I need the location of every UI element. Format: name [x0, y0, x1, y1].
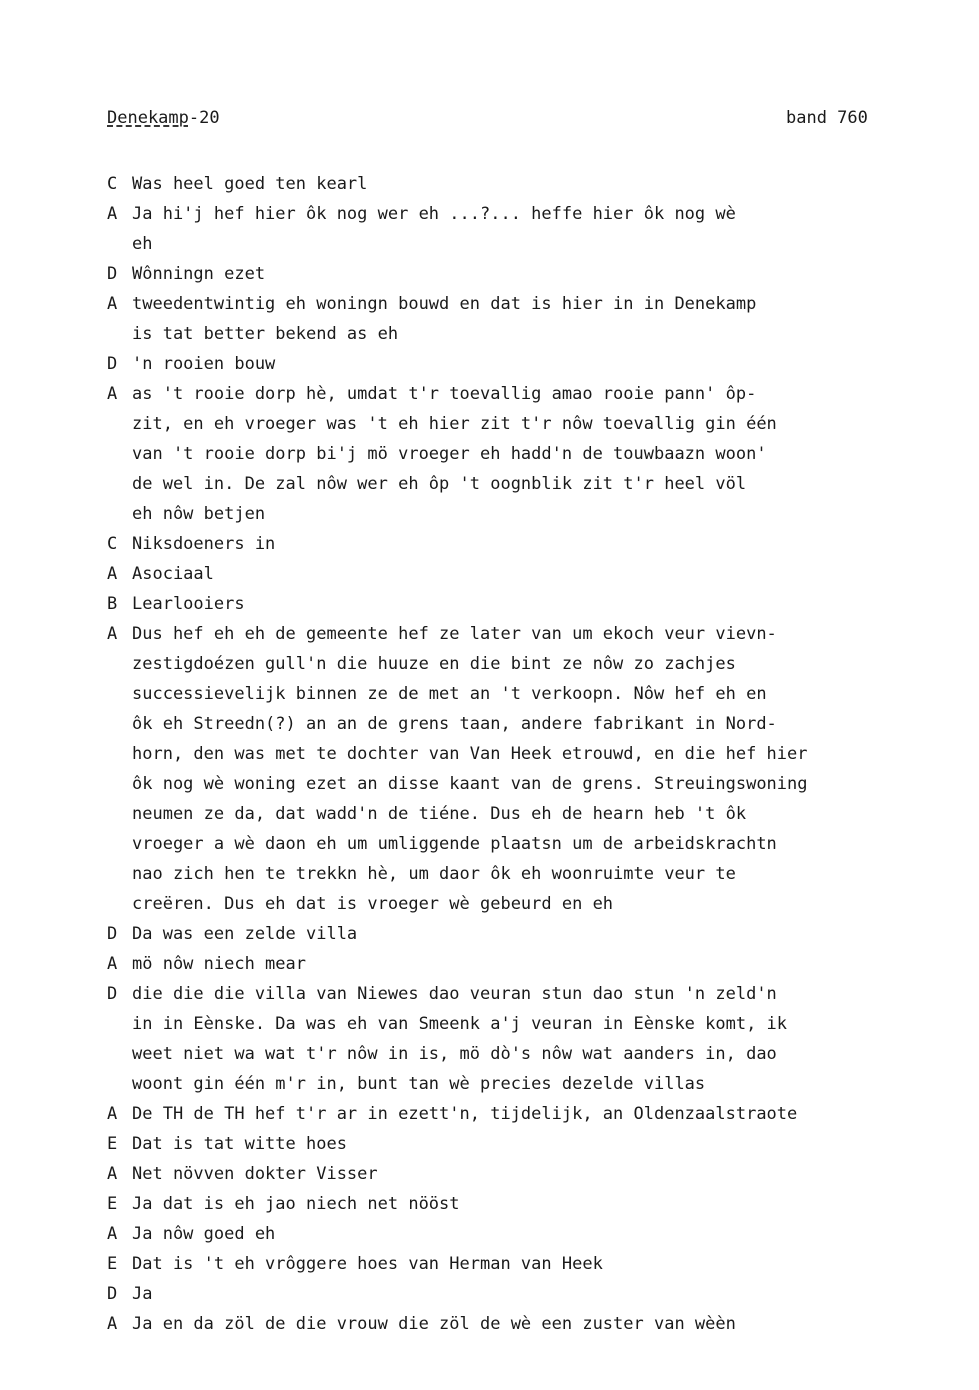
utterance-text: Ja dat is eh jao niech net nööst	[132, 1194, 460, 1214]
transcript-line	[107, 649, 957, 679]
speaker-label: A	[107, 384, 118, 404]
title-place: Denekamp	[107, 108, 189, 128]
speaker-label: A	[107, 294, 118, 314]
transcript-line	[107, 739, 957, 769]
title-number: -20	[188, 108, 220, 128]
transcript-line	[107, 1309, 957, 1339]
utterance-text: ôk nog wè woning ezet an disse kaant van de grens. Streuingswoning	[132, 774, 808, 794]
transcript-line	[107, 259, 957, 289]
speaker-label: E	[107, 1194, 118, 1214]
speaker-label: D	[107, 264, 118, 284]
transcript-line	[107, 1129, 957, 1159]
utterance-text: Ja	[132, 1284, 153, 1304]
utterance-text: as 't rooie dorp hè, umdat t'r toevallig amao rooie pann' ôp-	[132, 384, 757, 404]
transcript-line	[107, 799, 957, 829]
speaker-label: A	[107, 624, 118, 644]
transcript-line	[107, 169, 957, 199]
speaker-label	[107, 319, 132, 349]
transcript-line	[107, 1279, 957, 1309]
utterance-text: zestigdoézen gull'n die huuze en die bint ze nôw zo zachjes	[132, 654, 736, 674]
transcript-line	[107, 919, 957, 949]
transcript-line	[107, 859, 957, 889]
transcript-line	[107, 1069, 957, 1099]
speaker-label	[107, 829, 132, 859]
utterance-text: Learlooiers	[132, 594, 245, 614]
tape-reference: band 760	[786, 108, 868, 128]
speaker-label: A	[107, 1164, 118, 1184]
utterance-text: ôk eh Streedn(?) an an de grens taan, andere fabrikant in Nord-	[132, 714, 777, 734]
speaker-label	[107, 679, 132, 709]
speaker-label	[107, 229, 132, 259]
utterance-text: Net növven dokter Visser	[132, 1164, 378, 1184]
utterance-text: de wel in. De zal nôw wer eh ôp 't oognblik zit t'r heel völ	[132, 474, 747, 494]
transcript-line	[107, 319, 957, 349]
utterance-text: van 't rooie dorp bi'j mö vroeger eh hadd'n de touwbaazn woon'	[132, 444, 767, 464]
speaker-label: B	[107, 594, 118, 614]
utterance-text: vroeger a wè daon eh um umliggende plaatsn um de arbeidskrachtn	[132, 834, 777, 854]
speaker-label: E	[107, 1134, 118, 1154]
utterance-text: Ja hi'j hef hier ôk nog wer eh ...?... heffe hier ôk nog wè	[132, 204, 736, 224]
transcript-line	[107, 559, 957, 589]
speaker-label: A	[107, 954, 118, 974]
utterance-text: Dat is 't eh vrôggere hoes van Herman van Heek	[132, 1254, 603, 1274]
speaker-label: D	[107, 924, 118, 944]
transcript-line	[107, 1219, 957, 1249]
transcript-line	[107, 199, 957, 229]
transcript-line	[107, 829, 957, 859]
speaker-label	[107, 769, 132, 799]
speaker-label	[107, 469, 132, 499]
transcript-line	[107, 1189, 957, 1219]
utterance-text: in in Eènske. Da was eh van Smeenk a'j veuran in Eènske komt, ik	[132, 1014, 788, 1034]
speaker-label: D	[107, 984, 118, 1004]
speaker-label	[107, 409, 132, 439]
utterance-text: woont gin één m'r in, bunt tan wè precies dezelde villas	[132, 1074, 706, 1094]
transcript-line	[107, 1039, 957, 1069]
transcript	[107, 169, 957, 1339]
utterance-text: 'n rooien bouw	[132, 354, 276, 374]
utterance-text: Ja en da zöl de die vrouw die zöl de wè een zuster van wèèn	[132, 1314, 736, 1334]
speaker-label: A	[107, 1104, 118, 1124]
speaker-label	[107, 649, 132, 679]
transcript-line	[107, 949, 957, 979]
transcript-line	[107, 709, 957, 739]
transcript-line	[107, 289, 957, 319]
utterance-text: eh nôw betjen	[132, 504, 266, 524]
utterance-text: zit, en eh vroeger was 't eh hier zit t'r nôw toevallig gin één	[132, 414, 777, 434]
utterance-text: horn, den was met te dochter van Van Heek etrouwd, en die hef hier	[132, 744, 808, 764]
transcript-line	[107, 229, 957, 259]
speaker-label: A	[107, 564, 118, 584]
speaker-label	[107, 499, 132, 529]
transcript-line	[107, 619, 957, 649]
utterance-text: Ja nôw goed eh	[132, 1224, 276, 1244]
utterance-text: Was heel goed ten kearl	[132, 174, 368, 194]
utterance-text: mö nôw niech mear	[132, 954, 306, 974]
speaker-label	[107, 859, 132, 889]
transcript-line	[107, 469, 957, 499]
transcript-line	[107, 1009, 957, 1039]
utterance-text: Wônningn ezet	[132, 264, 266, 284]
transcript-line	[107, 349, 957, 379]
utterance-text: Da was een zelde villa	[132, 924, 358, 944]
utterance-text: Niksdoeners in	[132, 534, 276, 554]
speaker-label	[107, 1039, 132, 1069]
transcript-line	[107, 589, 957, 619]
speaker-label	[107, 709, 132, 739]
utterance-text: Dus hef eh eh de gemeente hef ze later van um ekoch veur vievn-	[132, 624, 777, 644]
utterance-text: creëren. Dus eh dat is vroeger wè gebeurd en eh	[132, 894, 614, 914]
speaker-label: E	[107, 1254, 118, 1274]
transcript-line	[107, 1159, 957, 1189]
transcript-line	[107, 439, 957, 469]
transcript-line	[107, 1249, 957, 1279]
speaker-label: C	[107, 174, 118, 194]
utterance-text: nao zich hen te trekkn hè, um daor ôk eh woonruimte veur te	[132, 864, 736, 884]
transcript-line	[107, 1099, 957, 1129]
speaker-label	[107, 1069, 132, 1099]
transcript-line	[107, 889, 957, 919]
speaker-label	[107, 439, 132, 469]
utterance-text: weet niet wa wat t'r nôw in is, mö dò's nôw wat aanders in, dao	[132, 1044, 777, 1064]
speaker-label: D	[107, 1284, 118, 1304]
document-title	[107, 108, 220, 128]
speaker-label: C	[107, 534, 118, 554]
utterance-text: tweedentwintig eh woningn bouwd en dat is hier in in Denekamp	[132, 294, 757, 314]
speaker-label: A	[107, 1314, 118, 1334]
speaker-label	[107, 889, 132, 919]
utterance-text: is tat better bekend as eh	[132, 324, 399, 344]
speaker-label	[107, 1009, 132, 1039]
transcript-line	[107, 769, 957, 799]
utterance-text: successievelijk binnen ze de met an 't verkoopn. Nôw hef eh en	[132, 684, 767, 704]
utterance-text: neumen ze da, dat wadd'n de tiéne. Dus eh de hearn heb 't ôk	[132, 804, 747, 824]
utterance-text: eh	[132, 234, 153, 254]
utterance-text: De TH de TH hef t'r ar in ezett'n, tijdelijk, an Oldenzaalstraote	[132, 1104, 798, 1124]
transcript-line	[107, 409, 957, 439]
speaker-label: D	[107, 354, 118, 374]
transcript-line	[107, 499, 957, 529]
speaker-label: A	[107, 204, 118, 224]
utterance-text: Asociaal	[132, 564, 214, 584]
transcript-line	[107, 529, 957, 559]
speaker-label: A	[107, 1224, 118, 1244]
utterance-text: die die die villa van Niewes dao veuran stun dao stun 'n zeld'n	[132, 984, 777, 1004]
transcript-line	[107, 979, 957, 1009]
utterance-text: Dat is tat witte hoes	[132, 1134, 347, 1154]
transcript-line	[107, 379, 957, 409]
speaker-label	[107, 739, 132, 769]
transcript-line	[107, 679, 957, 709]
speaker-label	[107, 799, 132, 829]
